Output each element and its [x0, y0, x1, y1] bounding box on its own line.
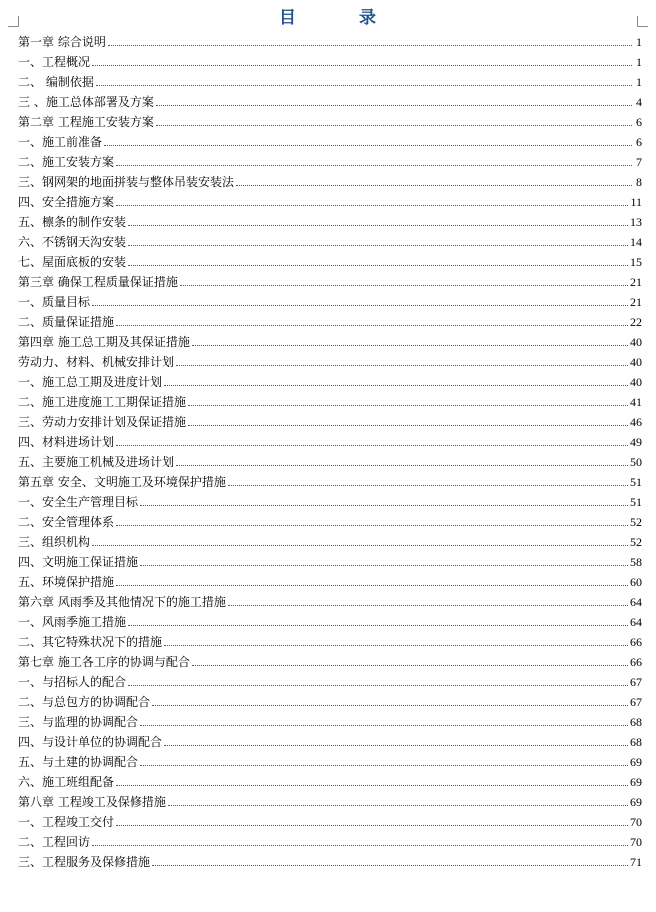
toc-entry[interactable] [18, 210, 642, 230]
toc-entry-page-number: 71 [630, 855, 642, 869]
toc-entry[interactable] [18, 330, 642, 350]
toc-entry[interactable] [18, 650, 642, 670]
toc-entry-label: 三、劳动力安排计划及保证措施 [18, 415, 187, 429]
toc-entry[interactable] [18, 610, 642, 630]
toc-entry-label: 四、与设计单位的协调配合 [18, 735, 163, 749]
toc-entry-label: 一、风雨季施工措施 [18, 615, 127, 629]
toc-entry-label: 第七章 施工各工序的协调与配合 [18, 655, 190, 669]
dot-leader [128, 265, 628, 266]
toc-entry-page-number: 68 [630, 715, 642, 729]
dot-leader [92, 65, 632, 66]
dot-leader [152, 865, 628, 866]
toc-entry-page-number: 52 [630, 515, 642, 529]
toc-entry-label: 三、与监理的协调配合 [18, 715, 139, 729]
dot-leader [140, 565, 628, 566]
toc-entry[interactable] [18, 90, 642, 110]
toc-entry[interactable] [18, 850, 642, 870]
toc-entry[interactable] [18, 450, 642, 470]
toc-entry-label: 五、环境保护措施 [18, 575, 115, 589]
dot-leader [188, 425, 628, 426]
toc-entry-label: 六、不锈钢天沟安装 [18, 235, 127, 249]
toc-entry-label: 四、安全措施方案 [18, 195, 115, 209]
toc-title-right: 录 [359, 8, 377, 28]
toc-entry-label: 六、施工班组配备 [18, 775, 115, 789]
toc-entry[interactable] [18, 30, 642, 50]
toc-entry-page-number: 51 [630, 495, 642, 509]
dot-leader [116, 445, 628, 446]
toc-entry-page-number: 68 [630, 735, 642, 749]
toc-entry-page-number: 21 [630, 295, 642, 309]
toc-entry-page-number: 1 [636, 75, 642, 89]
dot-leader [228, 485, 628, 486]
dot-leader [128, 625, 628, 626]
toc-entry-label: 一、安全生产管理目标 [18, 495, 139, 509]
toc-entry-label: 四、文明施工保证措施 [18, 555, 139, 569]
dot-leader [176, 465, 628, 466]
toc-entry-page-number: 69 [630, 755, 642, 769]
toc-entry-label: 二、施工安装方案 [18, 155, 115, 169]
toc-entry[interactable] [18, 390, 642, 410]
toc-entry-label: 二、 编制依据 [18, 75, 94, 89]
dot-leader [180, 285, 628, 286]
toc-entry[interactable] [18, 530, 642, 550]
toc-entry[interactable] [18, 150, 642, 170]
toc-entry-label: 三 、施工总体部署及方案 [18, 95, 154, 109]
toc-entry[interactable] [18, 750, 642, 770]
toc-entry[interactable] [18, 190, 642, 210]
dot-leader [92, 305, 628, 306]
toc-entry-page-number: 66 [630, 655, 642, 669]
toc-entry-page-number: 40 [630, 335, 642, 349]
dot-leader [176, 365, 628, 366]
toc-entry-page-number: 14 [630, 235, 642, 249]
toc-entry-page-number: 7 [636, 155, 642, 169]
dot-leader [192, 665, 628, 666]
toc-title [0, 6, 656, 30]
dot-leader [116, 165, 632, 166]
toc-entry[interactable] [18, 550, 642, 570]
dot-leader [164, 385, 628, 386]
toc-entry-page-number: 4 [636, 95, 642, 109]
table-of-contents [18, 30, 642, 870]
dot-leader [92, 845, 628, 846]
toc-entry[interactable] [18, 350, 642, 370]
toc-entry-page-number: 8 [636, 175, 642, 189]
dot-leader [116, 525, 628, 526]
toc-entry[interactable] [18, 370, 642, 390]
toc-entry-page-number: 51 [630, 475, 642, 489]
toc-entry-page-number: 1 [636, 35, 642, 49]
toc-entry-page-number: 67 [630, 675, 642, 689]
toc-entry-label: 二、工程回访 [18, 835, 91, 849]
dot-leader [164, 645, 628, 646]
dot-leader [156, 125, 632, 126]
dot-leader [192, 345, 628, 346]
toc-entry[interactable] [18, 810, 642, 830]
toc-entry[interactable] [18, 670, 642, 690]
toc-entry-label: 五、与土建的协调配合 [18, 755, 139, 769]
toc-entry-label: 第四章 施工总工期及其保证措施 [18, 335, 190, 349]
toc-entry-page-number: 41 [630, 395, 642, 409]
toc-entry[interactable] [18, 730, 642, 750]
toc-entry[interactable] [18, 790, 642, 810]
dot-leader [108, 45, 632, 46]
dot-leader [116, 825, 628, 826]
toc-entry-label: 五、檩条的制作安装 [18, 215, 127, 229]
toc-entry[interactable] [18, 110, 642, 130]
toc-entry-page-number: 22 [630, 315, 642, 329]
toc-entry[interactable] [18, 310, 642, 330]
dot-leader [116, 785, 628, 786]
dot-leader [92, 545, 628, 546]
toc-entry-label: 一、工程竣工交付 [18, 815, 115, 829]
toc-entry[interactable] [18, 570, 642, 590]
toc-entry-page-number: 13 [630, 215, 642, 229]
toc-entry-label: 二、安全管理体系 [18, 515, 115, 529]
dot-leader [140, 505, 628, 506]
toc-entry[interactable] [18, 470, 642, 490]
toc-entry-page-number: 1 [636, 55, 642, 69]
toc-entry-page-number: 60 [630, 575, 642, 589]
dot-leader [164, 745, 628, 746]
toc-entry-label: 劳动力、材料、机械安排计划 [18, 355, 175, 369]
dot-leader [152, 705, 628, 706]
toc-entry-page-number: 15 [630, 255, 642, 269]
dot-leader [168, 805, 628, 806]
toc-entry-page-number: 64 [630, 595, 642, 609]
toc-entry[interactable] [18, 590, 642, 610]
toc-entry[interactable] [18, 130, 642, 150]
toc-entry[interactable] [18, 630, 642, 650]
toc-entry-label: 一、质量目标 [18, 295, 91, 309]
dot-leader [128, 245, 628, 246]
toc-entry-page-number: 40 [630, 375, 642, 389]
toc-entry-label: 五、主要施工机械及进场计划 [18, 455, 175, 469]
toc-entry-label: 一、工程概况 [18, 55, 91, 69]
toc-entry[interactable] [18, 230, 642, 250]
toc-entry-label: 三、组织机构 [18, 535, 91, 549]
toc-entry-label: 一、施工前准备 [18, 135, 103, 149]
toc-entry-label: 一、施工总工期及进度计划 [18, 375, 163, 389]
toc-entry-page-number: 69 [630, 775, 642, 789]
toc-entry-label: 二、施工进度施工工期保证措施 [18, 395, 187, 409]
toc-entry-page-number: 21 [630, 275, 642, 289]
toc-entry-label: 二、质量保证措施 [18, 315, 115, 329]
toc-entry-page-number: 69 [630, 795, 642, 809]
toc-entry-page-number: 11 [630, 195, 642, 209]
dot-leader [188, 405, 628, 406]
dot-leader [140, 765, 628, 766]
toc-entry[interactable] [18, 270, 642, 290]
toc-entry-label: 第八章 工程竣工及保修措施 [18, 795, 166, 809]
toc-entry-label: 一、与招标人的配合 [18, 675, 127, 689]
toc-entry[interactable] [18, 770, 642, 790]
toc-entry-page-number: 40 [630, 355, 642, 369]
dot-leader [116, 205, 628, 206]
dot-leader [228, 605, 628, 606]
toc-entry-label: 第五章 安全、文明施工及环境保护措施 [18, 475, 226, 489]
toc-entry[interactable] [18, 70, 642, 90]
toc-entry[interactable] [18, 430, 642, 450]
toc-entry[interactable] [18, 290, 642, 310]
dot-leader [104, 145, 632, 146]
toc-entry-label: 第六章 风雨季及其他情况下的施工措施 [18, 595, 226, 609]
toc-entry[interactable] [18, 490, 642, 510]
toc-entry-label: 二、与总包方的协调配合 [18, 695, 151, 709]
dot-leader [96, 85, 632, 86]
toc-entry-page-number: 46 [630, 415, 642, 429]
toc-entry-page-number: 49 [630, 435, 642, 449]
dot-leader [140, 725, 628, 726]
dot-leader [128, 225, 628, 226]
toc-entry-label: 第一章 综合说明 [18, 35, 106, 49]
toc-entry-page-number: 6 [636, 115, 642, 129]
toc-entry-label: 第二章 工程施工安装方案 [18, 115, 154, 129]
toc-entry-label: 七、屋面底板的安装 [18, 255, 127, 269]
toc-entry-page-number: 67 [630, 695, 642, 709]
toc-entry-page-number: 64 [630, 615, 642, 629]
toc-entry-label: 二、其它特殊状况下的措施 [18, 635, 163, 649]
dot-leader [116, 585, 628, 586]
dot-leader [128, 685, 628, 686]
toc-entry-page-number: 66 [630, 635, 642, 649]
toc-entry-label: 三、工程服务及保修措施 [18, 855, 151, 869]
toc-entry[interactable] [18, 170, 642, 190]
dot-leader [236, 185, 632, 186]
toc-entry[interactable] [18, 50, 642, 70]
toc-entry-label: 第三章 确保工程质量保证措施 [18, 275, 178, 289]
toc-entry-page-number: 52 [630, 535, 642, 549]
toc-entry[interactable] [18, 690, 642, 710]
toc-entry[interactable] [18, 410, 642, 430]
toc-entry[interactable] [18, 710, 642, 730]
toc-entry[interactable] [18, 250, 642, 270]
dot-leader [116, 325, 628, 326]
dot-leader [156, 105, 632, 106]
toc-entry-page-number: 50 [630, 455, 642, 469]
toc-entry-label: 三、钢网架的地面拼装与整体吊装安装法 [18, 175, 235, 189]
toc-entry[interactable] [18, 510, 642, 530]
toc-entry-page-number: 58 [630, 555, 642, 569]
toc-entry[interactable] [18, 830, 642, 850]
toc-title-left: 目 [279, 8, 297, 28]
toc-entry-page-number: 70 [630, 835, 642, 849]
toc-entry-label: 四、材料进场计划 [18, 435, 115, 449]
toc-entry-page-number: 70 [630, 815, 642, 829]
toc-entry-page-number: 6 [636, 135, 642, 149]
